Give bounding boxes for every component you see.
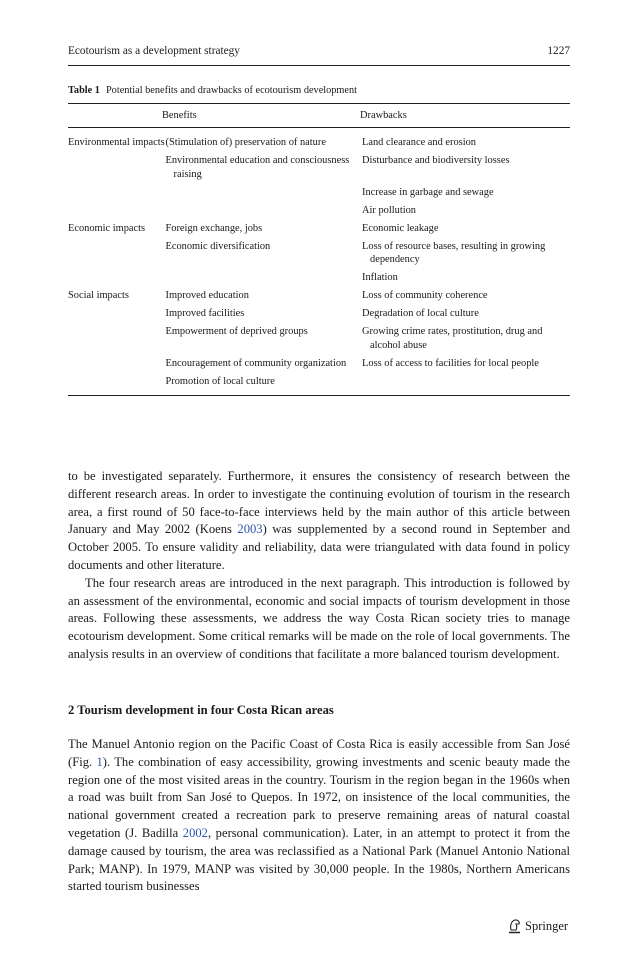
category-cell (68, 325, 166, 352)
paragraph (68, 575, 570, 664)
running-header (68, 45, 570, 57)
paragraph-text: to be investigated separately. Furthermore, it ensures the consistency of research between the different research areas. In order to investigate the continuing evolution of tourism in the research area, a first round of 50 face-to-face interviews held by the main author of this article between January and May 2002 (Koens (68, 469, 570, 537)
citation-link[interactable]: 1 (96, 754, 103, 769)
drawback-cell: Degradation of local culture (362, 308, 479, 319)
table-row (68, 303, 570, 321)
drawback-cell: Inflation (362, 272, 398, 283)
header-rule (68, 65, 570, 66)
benefit-cell: Economic diversification (165, 240, 271, 252)
table-body (68, 128, 570, 395)
publisher-name: Springer (525, 918, 569, 933)
drawback-cell: Land clearance and erosion (362, 137, 476, 148)
benefit-cell: Empowerment of deprived groups (165, 326, 308, 337)
springer-horse-icon (508, 918, 521, 934)
category-cell (68, 186, 166, 200)
drawback-cell: Growing crime rates, prostitution, drug and alcohol abuse (362, 326, 543, 351)
benefit-cell (166, 271, 363, 285)
drawback-cell: Increase in garbage and sewage (362, 186, 494, 198)
category-cell (68, 204, 166, 218)
table-row (68, 182, 570, 200)
table-row (68, 321, 570, 353)
drawback-cell: Economic leakage (362, 222, 439, 234)
benefit-cell: (Stimulation of) preservation of nature (165, 137, 326, 148)
drawback-cell: Loss of community coherence (362, 290, 488, 301)
category-cell (68, 357, 166, 371)
benefit-cell: Promotion of local culture (165, 375, 275, 387)
category-cell (68, 240, 166, 267)
paragraph (68, 468, 570, 575)
table-row (68, 267, 570, 285)
table-row (68, 128, 570, 150)
benefit-cell: Improved education (165, 290, 249, 301)
paragraph-text: The four research areas are introduced in the next paragraph. This introduction is followed by an assessment of the environmental, economic and social impacts of tourism development in those areas. Following these assessments, we address the way Costa Rican society tries to manage ecotourism development. Some critical remarks will be made on the role of local governments. The analysis results in an overview of conditions that facilitate a more balanced tourism development. (68, 575, 570, 661)
drawback-cell (362, 375, 570, 389)
paragraph-text: , personal communication). Later, in an attempt to protect it from the damage caused by tourism, the area was reclassified as a National Park (Manuel Antonio National Park; MANP). In 1979, MANP was visited by 30,000 people. In the 1980s, Northern Americans started tourism businesses (68, 825, 570, 894)
table-caption-text: Potential benefits and drawbacks of ecotourism development (105, 85, 358, 96)
table-label: Table 1 (68, 85, 100, 96)
category-cell (68, 154, 166, 181)
benefit-cell: Environmental education and consciousness raising (165, 155, 350, 180)
column-header-drawbacks: Drawbacks (360, 110, 407, 121)
category-cell (68, 375, 166, 389)
section-heading: 2 Tourism development in four Costa Rican areas (68, 703, 334, 717)
body-text-top (68, 468, 570, 664)
benefit-cell: Encouragement of community organization (165, 357, 347, 369)
table-row (68, 285, 570, 303)
body-text-bottom (68, 736, 570, 896)
citation-link[interactable]: 2002 (182, 825, 208, 840)
table-row (68, 150, 570, 182)
category-cell: Social impacts (68, 290, 129, 301)
citation-link[interactable]: 2003 (237, 522, 263, 537)
table-row (68, 236, 570, 268)
table-caption (68, 85, 357, 96)
category-cell (68, 271, 166, 285)
paragraph-text: ). The combination of easy accessibility, growing investments and scenic beauty made the region one of the most visited areas in the country. Tourism in the region began in the 1960s when a road was built from San José to Quepos. In 1972, on insistence of the local communities, the national government created a recreation park to preserve remaining areas of natural coastal vegetation (J. Badilla (68, 754, 570, 840)
benefits-drawbacks-table (68, 103, 570, 396)
category-cell: Economic impacts (68, 222, 146, 234)
paragraph-text: The Manuel Antonio region on the Pacific Coast of Costa Rica is easily accessible from San José (Fig. (68, 737, 570, 769)
benefit-cell: Improved facilities (165, 308, 245, 319)
drawback-cell: Air pollution (362, 204, 417, 216)
drawback-cell: Loss of access to facilities for local people (362, 357, 539, 369)
drawback-cell: Disturbance and biodiversity losses (362, 155, 510, 166)
drawback-cell: Loss of resource bases, resulting in growing dependency (362, 240, 546, 265)
benefit-cell (166, 186, 363, 200)
table-row (68, 371, 570, 389)
table-row (68, 353, 570, 371)
table-row (68, 218, 570, 236)
table-header-row (68, 104, 570, 128)
paragraph-text: ) was supplemented by a second round in September and October 2005. To ensure validity and reliability, data were triangulated with data found in policy documents and other literature. (68, 522, 570, 572)
benefit-cell (166, 204, 363, 218)
benefit-cell: Foreign exchange, jobs (165, 222, 263, 234)
column-header-benefits: Benefits (162, 110, 197, 121)
table-row (68, 200, 570, 218)
category-cell: Environmental impacts (68, 137, 165, 148)
page-number: 1227 (547, 45, 570, 57)
springer-logo (508, 918, 568, 934)
running-title: Ecotourism as a development strategy (68, 45, 240, 57)
category-cell (68, 307, 166, 321)
paragraph (68, 736, 570, 896)
